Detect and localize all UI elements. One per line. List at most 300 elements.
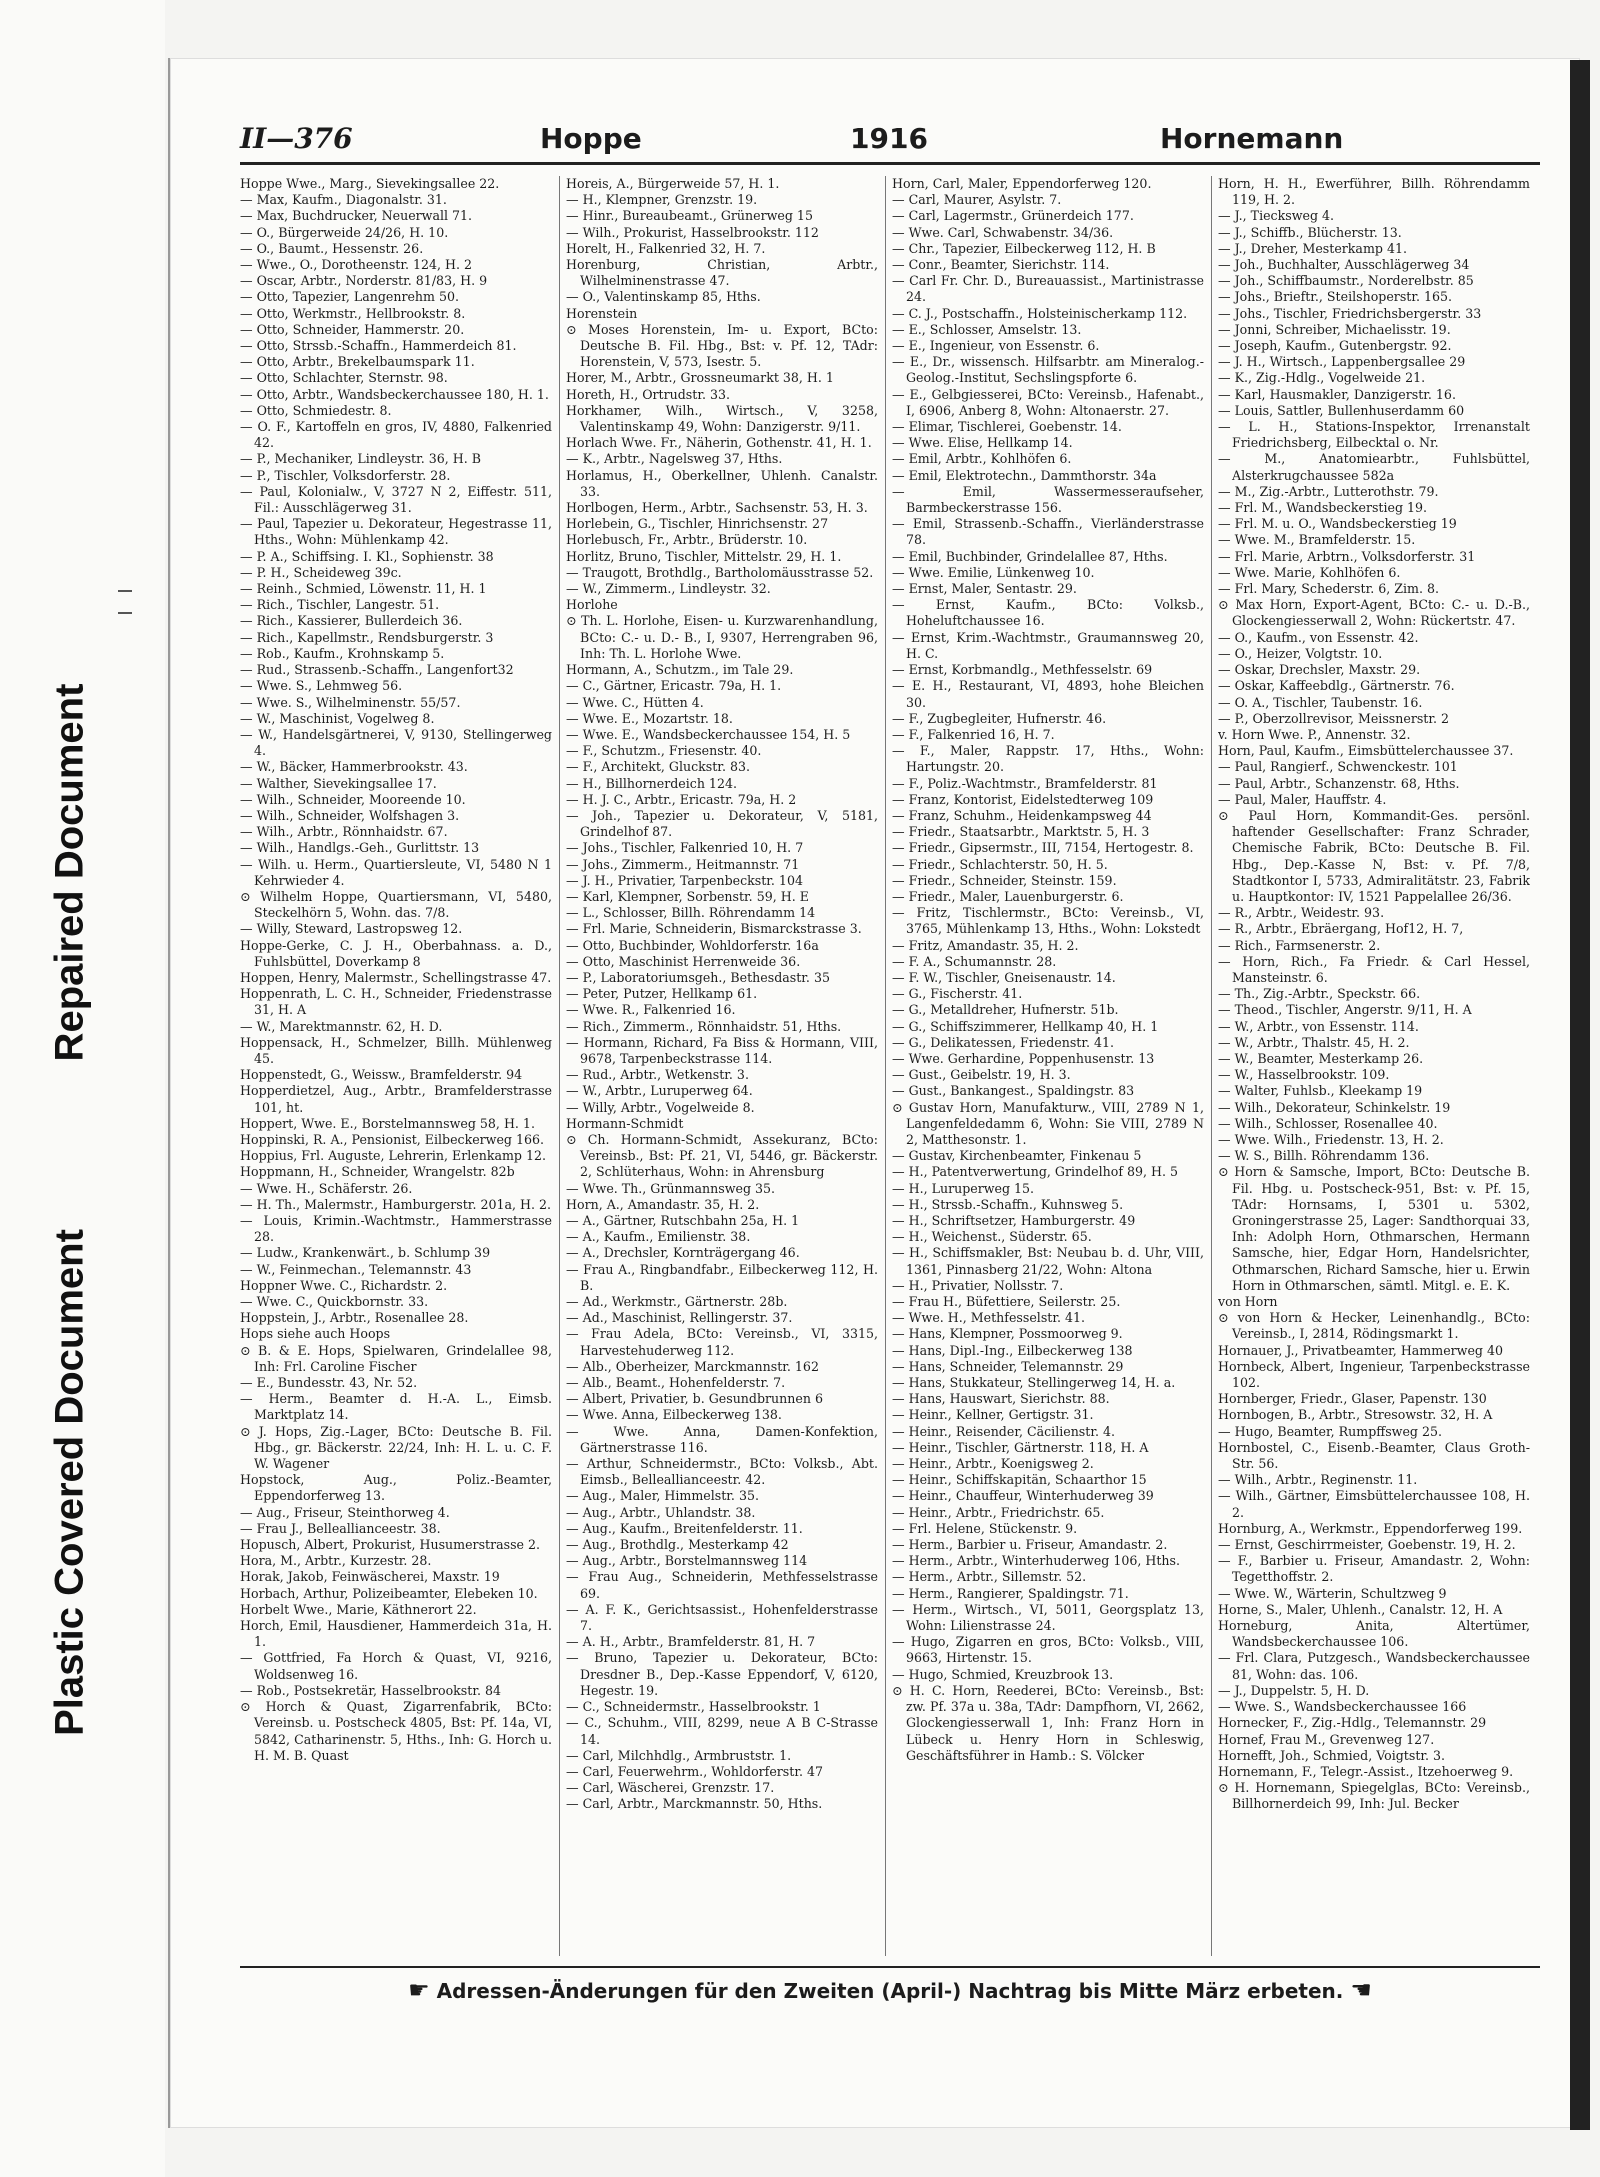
directory-entry: — Wilh. u. Herm., Quartiersleute, VI, 5480 N 1 Kehrwieder 4. [240, 856, 552, 888]
directory-entry: Horlebein, G., Tischler, Hinrichsenstr. 27 [566, 516, 829, 532]
directory-entry: — Max, Buchdrucker, Neuerwall 71. [240, 208, 473, 224]
directory-entry: — Emil, Arbtr., Kohlhöfen 6. [892, 451, 1072, 467]
directory-entry: — Ernst, Korbmandlg., Methfesselstr. 69 [892, 662, 1153, 678]
directory-entry: — Rich., Kassierer, Bullerdeich 36. [240, 613, 463, 629]
directory-entry: — F., Schutzm., Friesenstr. 40. [566, 743, 762, 759]
directory-entry: — Aug., Maler, Himmelstr. 35. [566, 1488, 759, 1504]
directory-entry: — J. H., Wirtsch., Lappenbergsallee 29 [1218, 354, 1466, 370]
directory-entry: — Johs., Tischler, Friedrichsbergerstr. 33 [1218, 305, 1482, 321]
directory-entry: — H., Billhornerdeich 124. [566, 775, 737, 791]
directory-entry: — Otto, Schlachter, Sternstr. 98. [240, 370, 448, 386]
directory-entry: — Herm., Wirtsch., VI, 5011, Georgsplatz 13, Wohn: Lilienstrasse 24. [892, 1601, 1204, 1634]
directory-entry: — Hans, Klempner, Possmoorweg 9. [892, 1326, 1123, 1342]
directory-entry: — J., Schiffb., Blücherstr. 13. [1218, 224, 1402, 240]
directory-entry: Horeth, H., Ortrudstr. 33. [566, 386, 731, 402]
directory-entry: — F., Zugbegleiter, Hufnerstr. 46. [892, 710, 1107, 726]
page-header [240, 118, 1540, 165]
directory-entry: — F., Poliz.-Wachtmstr., Bramfelderstr. 81 [892, 775, 1158, 791]
directory-entry: — K., Arbtr., Nagelsweg 37, Hths. [566, 451, 783, 467]
directory-entry: — O., Baumt., Hessenstr. 26. [240, 240, 424, 256]
footer-notice: Adressen-Änderungen für den Zweiten (April-) Nachtrag bis Mitte März erbeten. [436, 1979, 1344, 2003]
directory-entry: — Wwe. S., Lehmweg 56. [240, 678, 403, 694]
pointing-hand-left-icon: ☚ [1350, 1976, 1372, 2004]
directory-entry: Hops siehe auch Hoops [240, 1326, 391, 1342]
directory-entry: — Aug., Brothdlg., Mesterkamp 42 [566, 1537, 789, 1553]
directory-entry: — Wwe. E., Mozartstr. 18. [566, 710, 733, 726]
directory-entry: — Friedr., Schlachterstr. 50, H. 5. [892, 856, 1108, 872]
directory-entry: — Otto, Arbtr., Wandsbeckerchaussee 180, H. 1. [240, 386, 549, 402]
directory-entry: — Paul, Rangierf., Schwenckestr. 101 [1218, 759, 1458, 775]
directory-entry: — W., Hasselbrookstr. 109. [1218, 1067, 1390, 1083]
directory-entry: Horne, S., Maler, Uhlenh., Canalstr. 12, H. A [1218, 1601, 1503, 1617]
directory-entry: Horn, Paul, Kaufm., Eimsbüttelerchaussee 37. [1218, 743, 1514, 759]
directory-entry: — Friedr., Maler, Lauenburgerstr. 6. [892, 888, 1124, 904]
directory-entry: — Otto, Tapezier, Langenrehm 50. [240, 289, 459, 305]
directory-entry: — Heinr., Arbtr., Koenigsweg 2. [892, 1456, 1094, 1472]
directory-entry: — Wwe. Carl, Schwabenstr. 34/36. [892, 224, 1114, 240]
directory-entry: — Wilh., Arbtr., Reginenstr. 11. [1218, 1472, 1418, 1488]
directory-entry: Hormann-Schmidt [566, 1115, 684, 1131]
directory-entry: — Gust., Bankangest., Spaldingstr. 83 [892, 1083, 1135, 1099]
directory-entry: — Hormann, Richard, Fa Biss & Hormann, VIII, 9678, Tarpenbeckstrasse 114. [566, 1034, 878, 1066]
directory-entry: — Rob., Postsekretär, Hasselbrookstr. 84 [240, 1682, 501, 1698]
directory-entry: — W., Arbtr., von Essenstr. 114. [1218, 1018, 1419, 1034]
directory-entry: von Horn [1218, 1294, 1278, 1310]
directory-entry: — Aug., Friseur, Steinthorweg 4. [240, 1504, 450, 1520]
directory-entry: — Hinr., Bureaubeamt., Grünerweg 15 [566, 208, 813, 224]
directory-entry: — Joh., Tapezier u. Dekorateur, V, 5181, Grindelhof 87. [566, 807, 878, 840]
directory-entry: — Frau A., Ringbandfabr., Eilbeckerweg 112, H. B. [566, 1261, 878, 1293]
directory-entry: — Paul, Arbtr., Schanzenstr. 68, Hths. [1218, 775, 1460, 791]
directory-entry: — Heinr., Reisender, Cäcilienstr. 4. [892, 1423, 1115, 1439]
page-number: II—376 [240, 122, 353, 155]
directory-entry: — Louis, Sattler, Bullenhuserdamm 60 [1218, 402, 1465, 418]
directory-entry: — P., Oberzollrevisor, Meissnerstr. 2 [1218, 710, 1450, 726]
directory-entry: Hornemann, F., Telegr.-Assist., Itzehoerweg 9. [1218, 1763, 1514, 1779]
directory-entry: — Fritz, Amandastr. 35, H. 2. [892, 937, 1079, 953]
directory-entry: — Frl. Clara, Putzgesch., Wandsbeckerchaussee 81, Wohn: das. 106. [1218, 1650, 1530, 1682]
directory-entry: Horak, Jakob, Feinwäscherei, Maxstr. 19 [240, 1569, 500, 1585]
directory-entry: — W., Bäcker, Hammerbrookstr. 43. [240, 759, 468, 775]
directory-entry: — Wwe. S., Wilhelminenstr. 55/57. [240, 694, 461, 710]
directory-entry: Hoppstein, J., Arbtr., Rosenallee 28. [240, 1310, 469, 1326]
directory-entry: — Heinr., Kellner, Gertigstr. 31. [892, 1407, 1094, 1423]
directory-entry: Hoppenrath, L. C. H., Schneider, Friedenstrasse 31, H. A [240, 986, 552, 1018]
directory-entry: Horeis, A., Bürgerweide 57, H. 1. [566, 176, 780, 191]
directory-entry: — Wwe. S., Wandsbeckerchaussee 166 [1218, 1699, 1467, 1715]
directory-entry: — Karl, Hausmakler, Danzigerstr. 16. [1218, 386, 1456, 402]
directory-entry: Horch, Emil, Hausdiener, Hammerdeich 31a, H. 1. [240, 1618, 552, 1650]
directory-entry: — W., Feinmechan., Telemannstr. 43 [240, 1261, 472, 1277]
directory-entry: — Wwe. C., Quickbornstr. 33. [240, 1294, 429, 1310]
directory-entry: — Paul, Maler, Hauffstr. 4. [1218, 791, 1387, 807]
directory-entry: — H., Privatier, Nollsstr. 7. [892, 1277, 1064, 1293]
directory-entry: — H., Patentverwertung, Grindelhof 89, H. 5 [892, 1164, 1179, 1180]
directory-entry: — Gustav, Kirchenbeamter, Finkenau 5 [892, 1148, 1142, 1164]
directory-entry: — Wwe. Emilie, Lünkenweg 10. [892, 564, 1095, 580]
directory-entry: — Rob., Kaufm., Krohnskamp 5. [240, 645, 445, 661]
directory-entry: — Heinr., Arbtr., Friedrichstr. 65. [892, 1504, 1105, 1520]
directory-entry: — Frl. Helene, Stückenstr. 9. [892, 1520, 1078, 1536]
directory-entry: — L., Schlosser, Billh. Röhrendamm 14 [566, 905, 816, 921]
directory-entry: — O., Valentinskamp 85, Hths. [566, 289, 761, 305]
directory-entry: — Friedr., Gipsermstr., III, 7154, Hertogestr. 8. [892, 840, 1194, 856]
directory-page [168, 58, 1580, 2128]
directory-entry: — M., Zig.-Arbtr., Lutterothstr. 79. [1218, 483, 1439, 499]
directory-entry: v. Horn Wwe. P., Annenstr. 32. [1218, 726, 1411, 742]
sidebar-tick [118, 612, 132, 614]
directory-entry: — Oskar, Drechsler, Maxstr. 29. [1218, 662, 1421, 678]
directory-entry: — Walter, Fuhlsb., Kleekamp 19 [1218, 1083, 1423, 1099]
directory-entry: — Wilh., Prokurist, Hasselbrookstr. 112 [566, 224, 819, 240]
header-first-name: Hoppe [540, 122, 642, 155]
directory-entry: — Ernst, Krim.-Wachtmstr., Graumannsweg 20, H. C. [892, 629, 1204, 661]
directory-entry: Hoppensack, H., Schmelzer, Billh. Mühlenweg 45. [240, 1034, 552, 1066]
directory-entry: — Alb., Beamt., Hohenfelderstr. 7. [566, 1375, 786, 1391]
directory-entry: — O., Heizer, Volgtstr. 10. [1218, 645, 1383, 661]
directory-entry: — H. Th., Malermstr., Hamburgerstr. 201a, H. 2. [240, 1196, 552, 1212]
directory-entry: — Hans, Dipl.-Ing., Eilbeckerweg 138 [892, 1342, 1133, 1358]
directory-entry: Hormann, A., Schutzm., im Tale 29. [566, 662, 794, 678]
directory-entry: — Wilh., Arbtr., Rönnhaidstr. 67. [240, 824, 448, 840]
directory-entry: Hopstock, Aug., Poliz.-Beamter, Eppendorferweg 13. [240, 1472, 552, 1504]
directory-entry: — Wwe. W., Wärterin, Schultzweg 9 [1218, 1585, 1447, 1601]
directory-entry: — Otto, Schneider, Hammerstr. 20. [240, 321, 465, 337]
directory-entry: — Wwe. C., Hütten 4. [566, 694, 704, 710]
directory-entry: — Emil, Elektrotechn., Dammthorstr. 34a [892, 467, 1157, 483]
directory-entry: — Oskar, Kaffeebdlg., Gärtnerstr. 76. [1218, 678, 1455, 694]
directory-entry: — Wilh., Gärtner, Eimsbüttelerchaussee 108, H. 2. [1218, 1488, 1530, 1520]
directory-entry: — Hugo, Zigarren en gros, BCto: Volksb., VIII, 9663, Hirtenstr. 15. [892, 1634, 1204, 1666]
directory-entry: — Rud., Strassenb.-Schaffn., Langenfort32 [240, 662, 514, 678]
directory-entry: — W., Maschinist, Vogelweg 8. [240, 710, 435, 726]
pointing-hand-right-icon: ☛ [408, 1976, 430, 2004]
directory-entry: Horlbogen, Herm., Arbtr., Sachsenstr. 53, H. 3. [566, 500, 868, 516]
directory-entry: Hoppe-Gerke, C. J. H., Oberbahnass. a. D., Fuhlsbüttel, Doverkamp 8 [240, 937, 552, 969]
directory-entry: — Carl, Maurer, Asylstr. 7. [892, 192, 1062, 208]
directory-entry: — Frl. M., Wandsbeckerstieg 19. [1218, 500, 1428, 516]
directory-entry: — J. H., Privatier, Tarpenbeckstr. 104 [566, 872, 803, 888]
directory-entry: — F., Falkenried 16, H. 7. [892, 726, 1055, 742]
directory-entry: — Paul, Kolonialw., V, 3727 N 2, Eiffestr. 511, Fil.: Ausschlägerweg 31. [240, 483, 552, 516]
directory-entry: — Karl, Klempner, Sorbenstr. 59, H. E [566, 888, 809, 904]
directory-entry: — Wwe. E., Wandsbeckerchaussee 154, H. 5 [566, 726, 851, 742]
directory-entry: — P., Tischler, Volksdorferstr. 28. [240, 467, 451, 483]
directory-entry: — Walther, Sievekingsallee 17. [240, 775, 437, 791]
directory-entry: — Wwe. Elise, Hellkamp 14. [892, 435, 1073, 451]
directory-entry: — P., Mechaniker, Lindleystr. 36, H. B [240, 451, 482, 467]
directory-entry: — Paul, Tapezier u. Dekorateur, Hegestrasse 11, Hths., Wohn: Mühlenkamp 42. [240, 516, 552, 548]
column-1 [240, 176, 552, 1956]
column-divider [885, 176, 886, 1956]
page-edge-shadow [1570, 60, 1590, 2130]
directory-entry: Horbelt Wwe., Marie, Käthnerort 22. [240, 1601, 477, 1617]
directory-entry: — Franz, Schuhm., Heidenkampsweg 44 [892, 807, 1152, 823]
directory-entry: — W., Arbtr., Thalstr. 45, H. 2. [1218, 1034, 1410, 1050]
directory-entry: — Herm., Arbtr., Winterhuderweg 106, Hths. [892, 1553, 1181, 1569]
directory-entry: Horlebusch, Fr., Arbtr., Brüderstr. 10. [566, 532, 808, 548]
directory-entry: Horn, Carl, Maler, Eppendorferweg 120. [892, 176, 1152, 191]
directory-entry: — L. H., Stations-Inspektor, Irrenanstalt Friedrichsberg, Eilbecktal o. Nr. [1218, 419, 1530, 451]
directory-entry: — Reinh., Schmied, Löwenstr. 11, H. 1 [240, 581, 487, 597]
directory-entry: — Wwe., O., Dorotheenstr. 124, H. 2 [240, 257, 473, 273]
directory-entry: — Ad., Werkmstr., Gärtnerstr. 28b. [566, 1294, 788, 1310]
directory-entry: — Ernst, Kaufm., BCto: Volksb., Hoheluftchaussee 16. [892, 597, 1204, 629]
directory-entry: Hopperdietzel, Aug., Arbtr., Bramfelderstrasse 101, ht. [240, 1083, 552, 1115]
directory-entry: — Horn, Rich., Fa Friedr. & Carl Hessel, Mansteinstr. 6. [1218, 953, 1530, 985]
column-4 [1218, 176, 1530, 1956]
directory-entry: — Aug., Arbtr., Uhlandstr. 38. [566, 1504, 756, 1520]
directory-entry: ⊙ Gustav Horn, Manufakturw., VIII, 2789 N 1, Langenfeldedamm 6, Wohn: Sie VIII, 2789 N 2, Matthesonstr. 1. [892, 1099, 1204, 1147]
directory-entry: — Gust., Geibelstr. 19, H. 3. [892, 1067, 1071, 1083]
directory-entry: — Heinr., Tischler, Gärtnerstr. 118, H. A [892, 1439, 1149, 1455]
directory-entry: Horn, H. H., Ewerführer, Billh. Röhrendamm 119, H. 2. [1218, 176, 1530, 208]
directory-entry: — Ad., Maschinist, Rellingerstr. 37. [566, 1310, 793, 1326]
directory-entry: — R., Arbtr., Ebräergang, Hof12, H. 7, [1218, 921, 1464, 937]
plastic-covered-document-label: Plastic Covered Document [47, 1229, 92, 1736]
directory-entry: — C., Gärtner, Ericastr. 79a, H. 1. [566, 678, 782, 694]
directory-entry: — Jonni, Schreiber, Michaelisstr. 19. [1218, 321, 1451, 337]
directory-entry: — G., Metalldreher, Hufnerstr. 51b. [892, 1002, 1119, 1018]
directory-entry: — Johs., Tischler, Falkenried 10, H. 7 [566, 840, 804, 856]
directory-entry: — Wilh., Schneider, Mooreende 10. [240, 791, 466, 807]
directory-entry: Hoppen, Henry, Malermstr., Schellingstrasse 47. [240, 969, 552, 985]
directory-entry: — Traugott, Brothdlg., Bartholomäusstrasse 52. [566, 564, 874, 580]
directory-entry: — H., Klempner, Grenzstr. 19. [566, 192, 758, 208]
directory-entry: — O. A., Tischler, Taubenstr. 16. [1218, 694, 1423, 710]
directory-entry: Hoppinski, R. A., Pensionist, Eilbeckerweg 166. [240, 1131, 545, 1147]
directory-entry: — Wwe. Wilh., Friedenstr. 13, H. 2. [1218, 1131, 1444, 1147]
directory-entry: Hoppenstedt, G., Weissw., Bramfelderstr. 94 [240, 1067, 523, 1083]
directory-entry: — Frl. M. u. O., Wandsbeckerstieg 19 [1218, 516, 1457, 532]
directory-entry: — Wilh., Schlosser, Rosenallee 40. [1218, 1115, 1438, 1131]
directory-entry: — K., Zig.-Hdlg., Vogelweide 21. [1218, 370, 1426, 386]
directory-entry: — Max, Kaufm., Diagonalstr. 31. [240, 192, 447, 208]
directory-entry: Hornbostel, C., Eisenb.-Beamter, Claus Groth-Str. 56. [1218, 1439, 1530, 1472]
directory-entry: — O., Bürgerweide 24/26, H. 10. [240, 224, 449, 240]
directory-entry: Horenburg, Christian, Arbtr., Wilhelminenstrasse 47. [566, 257, 878, 289]
directory-entry: Horlitz, Bruno, Tischler, Mittelstr. 29, H. 1. [566, 548, 842, 564]
directory-entry: — Wilh., Dekorateur, Schinkelstr. 19 [1218, 1099, 1451, 1115]
directory-entry: — O. F., Kartoffeln en gros, IV, 4880, Falkenried 42. [240, 419, 552, 451]
directory-entry: — Carl, Milchhdlg., Armbruststr. 1. [566, 1747, 792, 1763]
directory-entry: — A., Gärtner, Rutschbahn 25a, H. 1 [566, 1213, 800, 1228]
directory-entry: — P. A., Schiffsing. I. Kl., Sophienstr. 38 [240, 548, 494, 564]
directory-entry: — O., Kaufm., von Essenstr. 42. [1218, 629, 1419, 645]
directory-entry: Hornauer, J., Privatbeamter, Hammerweg 40 [1218, 1342, 1503, 1358]
directory-entry: — Herm., Arbtr., Sillemstr. 52. [892, 1569, 1087, 1585]
directory-entry: Hornburg, A., Werkmstr., Eppendorferweg 199. [1218, 1520, 1523, 1536]
directory-entry: — Oscar, Arbtr., Norderstr. 81/83, H. 9 [240, 273, 488, 289]
directory-entry: Horer, M., Arbtr., Grossneumarkt 38, H. 1 [566, 370, 834, 386]
directory-entry: ⊙ Horn & Samsche, Import, BCto: Deutsche B. Fil. Hbg. u. Postscheck-951, Bst: v. Pf. 15, TAdr: Hornsams, I, 5301 u. 5302, Groningerstrasse 25, Lager: Sandthorquai 33, Inh: Adolph Horn, Othmarschen, Hermann Samsche, hier, Edgar Horn, Handelsrichter, Othmarschen, Richard Samsche, hier u. Erwin Horn in Othmarschen, sämtl. Mitgl. e. E. K. [1218, 1164, 1530, 1293]
directory-entry: Hornef, Frau M., Grevenweg 127. [1218, 1731, 1435, 1747]
directory-entry: — W., Arbtr., Luruperweg 64. [566, 1083, 753, 1099]
directory-entry: — Herm., Barbier u. Friseur, Amandastr. 2. [892, 1537, 1168, 1553]
directory-entry: — Johs., Zimmerm., Heitmannstr. 71 [566, 856, 800, 872]
directory-entry: — M., Anatomiearbtr., Fuhlsbüttel, Alsterkrugchaussee 582a [1218, 451, 1530, 483]
directory-entry: — Frau Adela, BCto: Vereinsb., VI, 3315, Harvestehuderweg 112. [566, 1326, 878, 1358]
directory-entry: Hoppe Wwe., Marg., Sievekingsallee 22. [240, 176, 500, 191]
directory-entry: — Gottfried, Fa Horch & Quast, VI, 9216, Woldsenweg 16. [240, 1650, 552, 1682]
directory-entry: — A., Kaufm., Emilienstr. 38. [566, 1229, 751, 1245]
directory-entry: ⊙ von Horn & Hecker, Leinenhandlg., BCto: Vereinsb., I, 2814, Rödingsmarkt 1. [1218, 1310, 1530, 1342]
directory-entry: — Wilh., Schneider, Wolfshagen 3. [240, 807, 460, 823]
directory-entry: — Albert, Privatier, b. Gesundbrunnen 6 [566, 1391, 823, 1407]
directory-entry: — H., Schiffsmakler, Bst: Neubau b. d. Uhr, VIII, 1361, Pinnasberg 21/22, Wohn: Altona [892, 1245, 1204, 1277]
directory-entry: Horlamus, H., Oberkellner, Uhlenh. Canalstr. 33. [566, 467, 878, 499]
directory-entry: — Frau H., Büfettiere, Seilerstr. 25. [892, 1294, 1121, 1310]
directory-columns [240, 176, 1540, 1956]
directory-entry: — Wwe. Marie, Kohlhöfen 6. [1218, 564, 1401, 580]
directory-entry: — J., Dreher, Mesterkamp 41. [1218, 240, 1407, 256]
footer-rule [240, 1966, 1540, 1968]
directory-entry: — Arthur, Schneidermstr., BCto: Volksb., Abt. Eimsb., Belleallianceestr. 42. [566, 1456, 878, 1488]
directory-entry: — Carl, Feuerwehrm., Wohldorferstr. 47 [566, 1763, 823, 1779]
directory-entry: — Johs., Brieftr., Steilshoperstr. 165. [1218, 289, 1453, 305]
directory-entry: — Wwe. H., Methfesselstr. 41. [892, 1310, 1086, 1326]
directory-entry: — A. H., Arbtr., Bramfelderstr. 81, H. 7 [566, 1634, 816, 1650]
directory-entry: — Fritz, Tischlermstr., BCto: Vereinsb., VI, 3765, Mühlenkamp 13, Hths., Wohn: Lokstedt [892, 905, 1204, 937]
directory-entry: Hoppner Wwe. C., Richardstr. 2. [240, 1277, 448, 1293]
directory-entry: — C., Schuhm., VIII, 8299, neue A B C-Strasse 14. [566, 1715, 878, 1747]
directory-entry: — Emil, Wassermesseraufseher, Barmbeckerstrasse 156. [892, 483, 1204, 516]
directory-entry: — Frl. Marie, Schneiderin, Bismarckstrasse 3. [566, 921, 862, 937]
directory-entry: — Wwe. Gerhardine, Poppenhusenstr. 13 [892, 1050, 1155, 1066]
directory-entry: ⊙ Paul Horn, Kommandit-Ges. persönl. haftender Gesellschafter: Franz Schrader, Chemische Fabrik, BCto: Deutsche B. Fil. Hbg., Dep.-Kasse N, Bst: v. Pf. 7/8, Stadtkontor I, 5733, Admiralitätstr. 23, Fabrik u. Hauptkontor: IV, 1521 Pappelallee 26/36. [1218, 807, 1530, 904]
column-divider [559, 176, 560, 1956]
directory-entry: — Alb., Oberheizer, Marckmannstr. 162 [566, 1358, 819, 1374]
directory-entry: — Otto, Strssb.-Schaffn., Hammerdeich 81. [240, 338, 517, 354]
directory-entry: — F. A., Schumannstr. 28. [892, 953, 1057, 969]
directory-entry: Horelt, H., Falkenried 32, H. 7. [566, 240, 766, 256]
directory-entry: — Wwe. H., Schäferstr. 26. [240, 1180, 413, 1196]
directory-entry: — Frau Aug., Schneiderin, Methfesselstrasse 69. [566, 1569, 878, 1601]
header-year: 1916 [850, 122, 928, 155]
directory-entry: — Wwe. Anna, Damen-Konfektion, Gärtnerstrasse 116. [566, 1423, 878, 1455]
directory-entry: — Rich., Tischler, Langestr. 51. [240, 597, 440, 613]
directory-entry: — Willy, Steward, Lastropsweg 12. [240, 921, 463, 937]
directory-entry: — Emil, Strassenb.-Schaffn., Vierländerstrasse 78. [892, 516, 1204, 548]
directory-entry: — F., Barbier u. Friseur, Amandastr. 2, Wohn: Tegetthoffstr. 2. [1218, 1553, 1530, 1585]
column-2 [566, 176, 878, 1956]
directory-entry: — Willy, Arbtr., Vogelweide 8. [566, 1099, 755, 1115]
repaired-document-label: Repaired Document [47, 683, 92, 1062]
directory-entry: — Herm., Beamter d. H.-A. L., Eimsb. Marktplatz 14. [240, 1391, 552, 1423]
directory-entry: — Chr., Tapezier, Eilbeckerweg 112, H. B [892, 240, 1156, 256]
directory-entry: — C., Schneidermstr., Hasselbrookstr. 1 [566, 1699, 821, 1715]
directory-entry: — Ludw., Krankenwärt., b. Schlump 39 [240, 1245, 491, 1261]
directory-entry: Horenstein [566, 305, 638, 321]
directory-entry: — Otto, Maschinist Herrenweide 36. [566, 953, 801, 969]
directory-entry: Hoppmann, H., Schneider, Wrangelstr. 82b [240, 1164, 515, 1180]
directory-entry: — H. J. C., Arbtr., Ericastr. 79a, H. 2 [566, 791, 797, 807]
sidebar [0, 0, 165, 2177]
directory-entry: — E., Gelbgiesserei, BCto: Vereinsb., Hafenabt., I, 6906, Anberg 8, Wohn: Altonaerstr. 27. [892, 386, 1204, 418]
directory-entry: — Wwe. R., Falkenried 16. [566, 1002, 736, 1018]
directory-entry: — J., Tiecksweg 4. [1218, 208, 1335, 224]
directory-entry: — Otto, Arbtr., Brekelbaumspark 11. [240, 354, 475, 370]
directory-entry: ⊙ J. Hops, Zig.-Lager, BCto: Deutsche B. Fil. Hbg., gr. Bäckerstr. 22/24, Inh: H. L. u. C. F. W. Wagener [240, 1423, 552, 1472]
directory-entry: — Friedr., Schneider, Steinstr. 159. [892, 872, 1117, 888]
directory-entry: — Friedr., Staatsarbtr., Marktstr. 5, H. 3 [892, 824, 1150, 840]
directory-entry: — H., Weichenst., Süderstr. 65. [892, 1229, 1092, 1245]
directory-entry: — Otto, Schmiedestr. 8. [240, 402, 392, 418]
column-3 [892, 176, 1204, 1956]
directory-entry: — P. H., Scheideweg 39c. [240, 564, 402, 580]
directory-entry: — E., Bundesstr. 43, Nr. 52. [240, 1375, 418, 1391]
directory-entry: Horlach Wwe. Fr., Näherin, Gothenstr. 41, H. 1. [566, 435, 872, 451]
directory-entry: — E. H., Restaurant, VI, 4893, hohe Bleichen 30. [892, 678, 1204, 710]
directory-entry: Horn, A., Amandastr. 35, H. 2. [566, 1196, 760, 1212]
directory-entry: — Joh., Buchhalter, Ausschlägerweg 34 [1218, 257, 1470, 273]
directory-entry: — W. S., Billh. Röhrendamm 136. [1218, 1148, 1430, 1164]
directory-entry: — Hans, Schneider, Telemannstr. 29 [892, 1358, 1124, 1374]
directory-entry: — Carl, Wäscherei, Grenzstr. 17. [566, 1780, 775, 1796]
directory-entry: — A., Drechsler, Kornträgergang 46. [566, 1245, 800, 1261]
directory-entry: — Otto, Werkmstr., Hellbrookstr. 8. [240, 305, 466, 321]
directory-entry: — Franz, Kontorist, Eidelstedterweg 109 [892, 791, 1154, 807]
directory-entry: — Th., Zig.-Arbtr., Speckstr. 66. [1218, 986, 1421, 1002]
directory-entry: — Frl. Mary, Schederstr. 6, Zim. 8. [1218, 581, 1439, 597]
directory-entry: — H., Schriftsetzer, Hamburgerstr. 49 [892, 1213, 1136, 1228]
sidebar-tick [118, 590, 132, 592]
directory-entry: — Theod., Tischler, Angerstr. 9/11, H. A [1218, 1002, 1472, 1018]
directory-entry: — W., Zimmerm., Lindleystr. 32. [566, 581, 771, 597]
directory-entry: ⊙ Wilhelm Hoppe, Quartiersmann, VI, 5480, Steckelhörn 5, Wohn. das. 7/8. [240, 888, 552, 921]
directory-entry: — F. W., Tischler, Gneisenaustr. 14. [892, 969, 1116, 985]
directory-entry: — Joseph, Kaufm., Gutenbergstr. 92. [1218, 338, 1452, 354]
directory-entry: — E., Schlosser, Amselstr. 13. [892, 321, 1082, 337]
directory-entry: — Rich., Kapellmstr., Rendsburgerstr. 3 [240, 629, 494, 645]
directory-entry: — Wwe. Anna, Eilbeckerweg 138. [566, 1407, 782, 1423]
directory-entry: — A. F. K., Gerichtsassist., Hohenfelderstrasse 7. [566, 1601, 878, 1634]
directory-entry: — Joh., Schiffbaumstr., Norderelbstr. 85 [1218, 273, 1474, 289]
directory-entry: — Carl, Arbtr., Marckmannstr. 50, Hths. [566, 1796, 823, 1812]
directory-entry: — R., Arbtr., Weidestr. 93. [1218, 905, 1385, 921]
directory-entry: — F., Architekt, Gluckstr. 83. [566, 759, 750, 775]
directory-entry: ⊙ Ch. Hormann-Schmidt, Assekuranz, BCto: Vereinsb., Bst: Pf. 21, VI, 5446, gr. Bäckerstr. 2, Schlüterhaus, Wohn: in Ahrensburg [566, 1131, 878, 1180]
directory-entry: — G., Schiffszimmerer, Hellkamp 40, H. 1 [892, 1018, 1159, 1034]
directory-entry: — Conr., Beamter, Sierichstr. 114. [892, 257, 1110, 273]
directory-entry: — Hugo, Schmied, Kreuzbrook 13. [892, 1666, 1114, 1682]
directory-entry: ⊙ Max Horn, Export-Agent, BCto: C.- u. D.-B., Glockengiesserwall 2, Wohn: Rückertstr. 47. [1218, 597, 1530, 629]
directory-entry: — Wwe. M., Bramfelderstr. 15. [1218, 532, 1416, 548]
directory-entry: — Wwe. Th., Grünmannsweg 35. [566, 1180, 776, 1196]
directory-entry: — Aug., Arbtr., Borstelmannsweg 114 [566, 1553, 808, 1569]
directory-entry: Hornbogen, B., Arbtr., Stresowstr. 32, H. A [1218, 1407, 1493, 1423]
directory-entry: — Frau J., Belleallianceestr. 38. [240, 1520, 441, 1536]
directory-entry: — Rich., Zimmerm., Rönnhaidstr. 51, Hths. [566, 1018, 842, 1034]
directory-entry: Horkhamer, Wilh., Wirtsch., V, 3258, Valentinskamp 49, Wohn: Danzigerstr. 9/11. [566, 402, 878, 435]
directory-entry: — Heinr., Chauffeur, Winterhuderweg 39 [892, 1488, 1154, 1504]
directory-entry: Hoppius, Frl. Auguste, Lehrerin, Erlenkamp 12. [240, 1148, 546, 1164]
directory-entry: — W., Handelsgärtnerei, V, 9130, Stellingerweg 4. [240, 726, 552, 759]
directory-entry: Hopusch, Albert, Prokurist, Husumerstrasse 2. [240, 1537, 541, 1553]
directory-entry: — Heinr., Schiffskapitän, Schaarthor 15 [892, 1472, 1147, 1488]
directory-entry: — Hugo, Beamter, Rumpffsweg 25. [1218, 1423, 1442, 1439]
directory-entry: Horbach, Arthur, Polizeibeamter, Elebeken 10. [240, 1585, 538, 1601]
directory-entry: Hornbeck, Albert, Ingenieur, Tarpenbeckstrasse 102. [1218, 1358, 1530, 1391]
directory-entry: — Peter, Putzer, Hellkamp 61. [566, 986, 758, 1002]
directory-entry: — Carl Fr. Chr. D., Bureauassist., Martinistrasse 24. [892, 273, 1204, 305]
directory-entry: ⊙ H. Hornemann, Spiegelglas, BCto: Vereinsb., Billhornerdeich 99, Inh: Jul. Becker [1218, 1780, 1530, 1812]
directory-entry: Horneburg, Anita, Altertümer, Wandsbeckerchaussee 106. [1218, 1618, 1530, 1650]
directory-entry: — H., Strssb.-Schaffn., Kuhnsweg 5. [892, 1196, 1124, 1212]
column-divider [1211, 176, 1212, 1956]
page-footer [240, 1976, 1540, 2004]
directory-entry: — G., Fischerstr. 41. [892, 986, 1023, 1002]
